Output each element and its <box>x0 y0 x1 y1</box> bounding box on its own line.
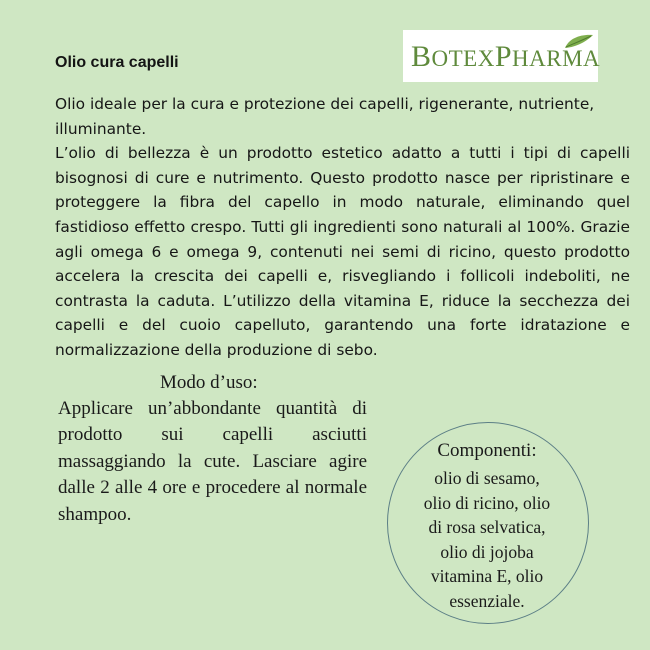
usage-title: Modo d’uso: <box>160 372 258 393</box>
logo-harma: HARMA <box>512 46 601 71</box>
component-line: olio di jojoba <box>440 541 534 562</box>
page-title: Olio cura capelli <box>55 54 179 71</box>
description-body: L’olio di bellezza è un prodotto estetico adatto a tutti i tipi di capelli bisognosi di cure e nutrimento. Questo prodotto nasce per ripristinare e proteggere la fibra del capello in modo naturale, eliminando quel fastidioso effetto crespo. Tutti gli ingredienti sono naturali al 100%. Grazie agli omega 6 e omega 9, contenuti nei semi di ricino, questo prodotto accelera la crescita dei capelli e, risvegliando i follicoli indeboliti, ne contrasta la caduta. L’utilizzo della vitamina E, riduce la secchezza dei capelli e del cuoio capelluto, garantendo una forte idratazione e normalizzazione della produzione di sebo. <box>55 144 630 359</box>
components-title: Componenti: <box>437 440 537 461</box>
logo-letter-p: P <box>494 40 513 73</box>
component-line: essenziale. <box>449 590 525 611</box>
description <box>55 92 630 363</box>
components-list <box>387 466 587 613</box>
leaf-icon <box>563 32 595 50</box>
description-lead: Olio ideale per la cura e protezione dei capelli, rigenerante, nutriente, illuminante. <box>55 95 595 138</box>
component-line: di rosa selvatica, <box>428 517 546 537</box>
usage-text: Applicare un’abbondante quantità di prodotto sui capelli asciutti massaggiando la cute. Lasciare agire dalle 2 alle 4 ore e procedere al normale shampoo. <box>58 398 367 525</box>
component-line: vitamina E, olio <box>430 566 544 586</box>
component-line: olio di sesamo, <box>434 468 540 488</box>
logo-otex: OTEX <box>431 46 495 71</box>
logo-letter-b: B <box>411 40 432 73</box>
component-line: olio di ricino, olio <box>423 492 551 513</box>
botexpharma-logo <box>403 30 601 82</box>
